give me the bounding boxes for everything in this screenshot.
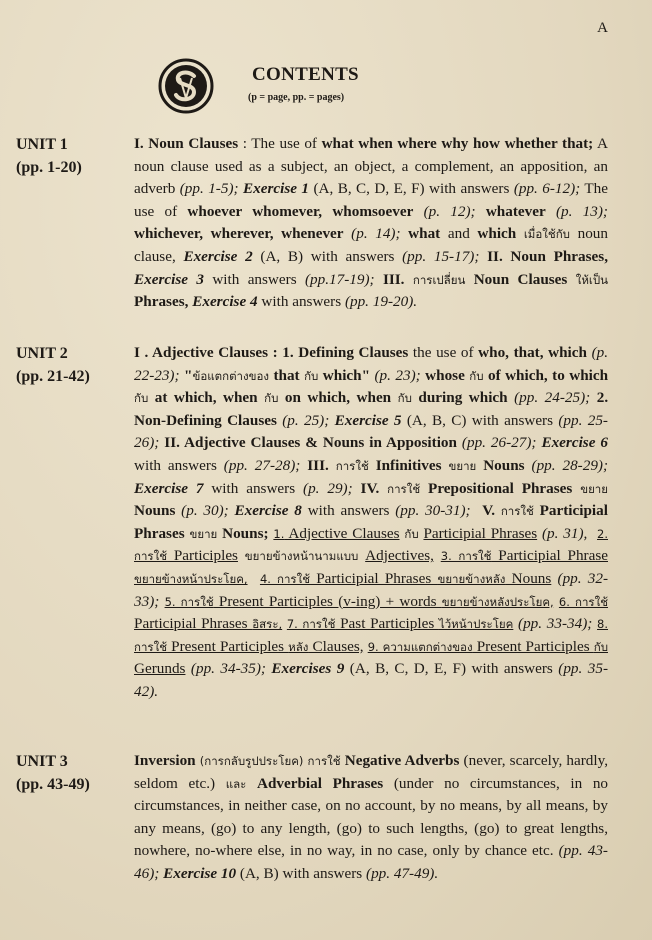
- unit-number: UNIT 3: [16, 753, 68, 770]
- unit-label: [16, 342, 128, 388]
- publisher-logo-icon: [158, 58, 214, 114]
- unit-number: UNIT 1: [16, 136, 68, 153]
- unit-pages: (pp. 43-49): [16, 776, 90, 793]
- unit-description: I. Noun Clauses : The use of what when where why how whether that; A noun clause used as a subject, an object, a complement, an apposition, an adverb (pp. 1-5); Exercise 1 (A, B, C, D, E, F) with answers (pp. 6-12); The use of whoever whomever, whomsoever (p. 12); whatever (p. 13); whichever, wherever, whenever (p. 14); what and which เมื่อใช้กับ noun clause, Exercise 2 (A, B) with answers (pp. 15-17); II. Noun Phrases, Exercise 3 with answers (pp.17-19); III. การเปลี่ยน Noun Clauses ให้เป็น Phrases, Exercise 4 with answers (pp. 19-20).: [134, 135, 609, 311]
- unit-label: [16, 133, 128, 179]
- contents-title: CONTENTS: [252, 64, 359, 85]
- page-letter: A: [597, 20, 608, 36]
- unit-pages: (pp. 1-20): [16, 159, 82, 176]
- unit-pages: (pp. 21-42): [16, 368, 90, 385]
- unit-number: UNIT 2: [16, 345, 68, 362]
- unit-description: Inversion (การกลับรูปประโยค) การใช้ Negative Adverbs (never, scarcely, hardly, seldom etc.) และ Adverbial Phrases (under no circumstances, in no circumstances, in neither case, on no account, by no means, by all means, by any means, (go) to any length, (go) to such lengths, (go) to great lengths, nowhere, no-where else, in no way, in no case, only by chance etc. (pp. 43-46); Exercise 10 (A, B) with answers (pp. 47-49).: [134, 752, 609, 882]
- contents-subtitle: (p = page, pp. = pages): [248, 92, 345, 103]
- unit-label: [16, 750, 128, 796]
- unit-description: I . Adjective Clauses : 1. Defining Clauses the use of who, that, which (p. 22-23); "ข้อแตกต่างของ that กับ which" (p. 23); whose กับ of which, to which กับ at which, when กับ on which, when กับ during which (pp. 24-25); 2. Non-Defining Clauses (p. 25); Exercise 5 (A, B, C) with answers (pp. 25-26); II. Adjective Clauses & Nouns in Apposition (pp. 26-27); Exercise 6 with answers (pp. 27-28); III. การใช้ Infinitives ขยาย Nouns (pp. 28-29); Exercise 7 with answers (p. 29); IV. การใช้ Prepositional Phrases ขยาย Nouns (p. 30); Exercise 8 with answers (pp. 30-31); V. การใช้ Participial Phrases ขยาย Nouns; 1. Adjective Clauses กับ Participial Phrases (p. 31), 2. การใช้ Participles ขยายข้างหน้านามแบบ Adjectives, 3. การใช้ Participial Phrase ขยายข้างหน้าประโยค, 4. การใช้ Participial Phrases ขยายข้างหลัง Nouns (pp. 32-33); 5. การใช้ Present Participles (v-ing) + words ขยายข้างหลังประโยค, 6. การใช้ Participial Phrases อิสระ, 7. การใช้ Past Participles ไว้หน้าประโยค (pp. 33-34); 8. การใช้ Present Participles หลัง Clauses, 9. ความแตกต่างของ Present Participles กับ Gerunds (pp. 34-35); Exercises 9 (A, B, C, D, E, F) with answers (pp. 35-42).: [134, 344, 609, 700]
